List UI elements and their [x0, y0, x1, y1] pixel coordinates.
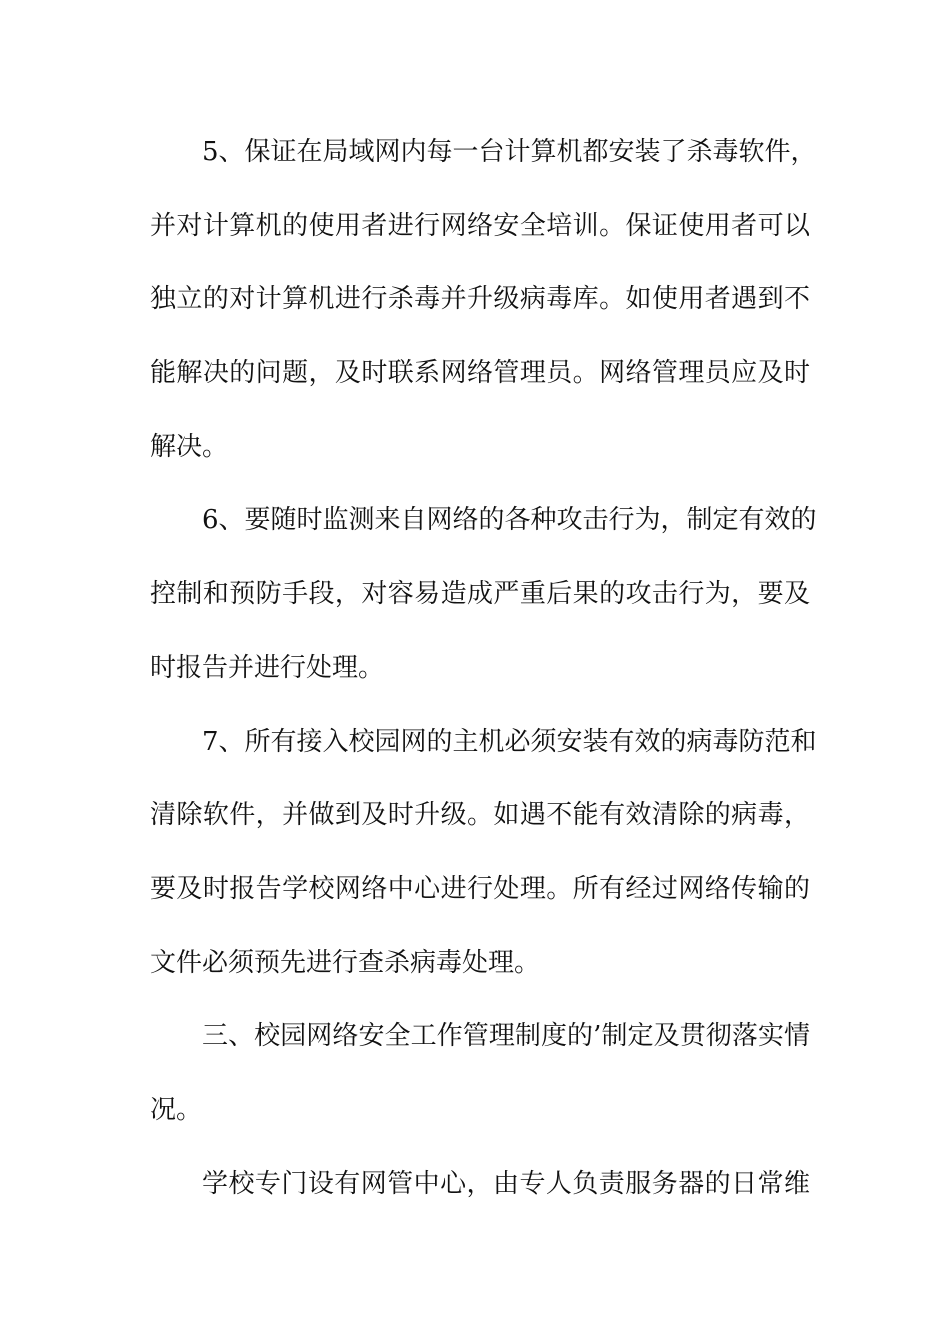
paragraph-5-line-2: 并对计算机的使用者进行网络安全培训。保证使用者可以 — [150, 210, 810, 241]
paragraph-6-line-1: 6、要随时监测来自网络的各种攻击行为，制定有效的 — [202, 505, 817, 536]
paragraph-5-line-3: 独立的对计算机进行杀毒并升级病毒库。如使用者遇到不 — [150, 284, 810, 315]
paragraph-7-line-1: 7、所有接入校园网的主机必须安装有效的病毒防范和 — [202, 726, 817, 757]
paragraph-7-line-4: 文件必须预先进行查杀病毒处理。 — [150, 947, 541, 978]
document-body — [150, 116, 817, 1221]
paragraph-5-line-4: 能解决的问题，及时联系网络管理员。网络管理员应及时 — [150, 358, 810, 389]
paragraph-6-line-2: 控制和预防手段，对容易造成严重后果的攻击行为，要及 — [150, 579, 810, 610]
paragraph-school-line-1: 学校专门设有网管中心，由专人负责服务器的日常维 — [202, 1168, 810, 1199]
section-3-heading-line-1: 三、校园网络安全工作管理制度的’制定及贯彻落实情 — [202, 1021, 810, 1052]
paragraph-7-line-3: 要及时报告学校网络中心进行处理。所有经过网络传输的 — [150, 873, 810, 904]
paragraph-5-line-1: 5、保证在局域网内每一台计算机都安装了杀毒软件， — [202, 137, 817, 167]
paragraph-6-line-3: 时报告并进行处理。 — [150, 652, 385, 683]
section-3-heading-line-2: 况。 — [150, 1094, 203, 1125]
paragraph-5-line-5: 解决。 — [150, 431, 229, 462]
paragraph-7-line-2: 清除软件，并做到及时升级。如遇不能有效清除的病毒， — [150, 800, 810, 831]
